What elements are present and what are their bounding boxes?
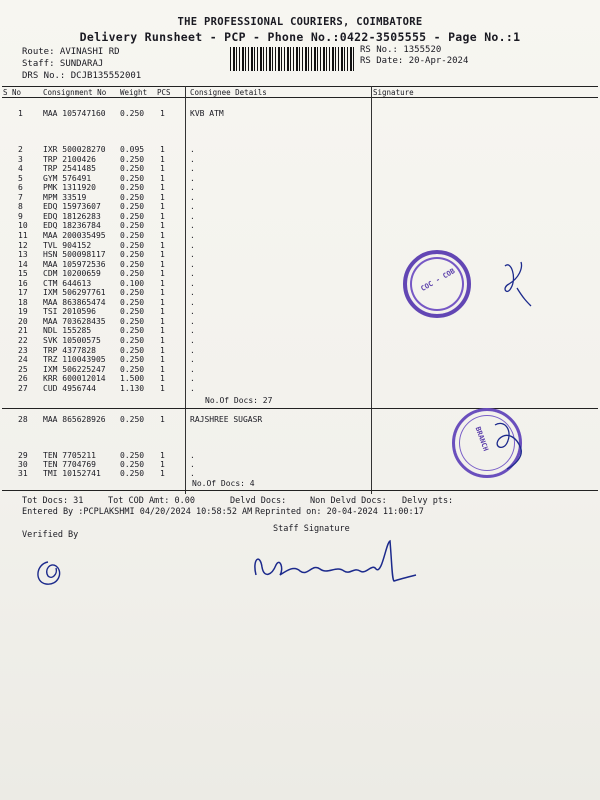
recipient-signature-1 xyxy=(497,258,537,310)
row-pcs: 1 xyxy=(160,345,165,355)
row-consignment: MAA 105747160 xyxy=(43,109,106,118)
row-consignee: . xyxy=(190,460,195,469)
route-label: Route: AVINASHI RD xyxy=(22,47,120,57)
barcode xyxy=(230,47,354,71)
row-sno: 13 xyxy=(18,250,28,260)
row-consignment: MAA 863865474 xyxy=(43,297,106,307)
row-pcs: 1 xyxy=(160,154,165,164)
row-weight: 0.250 xyxy=(120,415,145,424)
row-consignee: . xyxy=(190,183,195,193)
row-sno: 5 xyxy=(18,173,23,183)
row-consignee: . xyxy=(190,355,195,365)
table-row xyxy=(0,202,600,211)
row-consignment: TVL 904152 xyxy=(43,240,92,250)
row-consignee: . xyxy=(190,173,195,183)
row-sno: 11 xyxy=(18,230,28,240)
row-sno: 3 xyxy=(18,154,23,164)
row-sno: 4 xyxy=(18,164,23,174)
column-weight: Weight xyxy=(120,88,148,97)
row-consignee: . xyxy=(190,192,195,202)
row-consignment: TRP 2541485 xyxy=(43,164,96,174)
column-signature: Signature xyxy=(373,88,414,97)
row-weight: 0.250 xyxy=(120,173,145,183)
reprinted-on: Reprinted on: 20-04-2024 11:00:17 xyxy=(255,507,424,517)
row-consignment: KRR 600012014 xyxy=(43,374,106,384)
rs-date: RS Date: 20-Apr-2024 xyxy=(360,56,469,66)
row-sno: 24 xyxy=(18,355,28,365)
row-weight: 0.250 xyxy=(120,259,145,269)
row-consignee: . xyxy=(190,250,195,260)
bank-seal-stamp xyxy=(403,250,471,318)
row-sno: 1 xyxy=(18,109,23,118)
row-consignment: SVK 10500575 xyxy=(43,336,101,345)
row-consignment: TMI 10152741 xyxy=(43,469,101,478)
row-consignment: MAA 105972536 xyxy=(43,259,106,269)
row-pcs: 1 xyxy=(160,183,165,193)
row-weight: 0.250 xyxy=(120,316,145,326)
table-row xyxy=(0,164,600,173)
row-consignee: . xyxy=(190,259,195,269)
table-bottom-rule xyxy=(2,490,598,491)
row-sno: 18 xyxy=(18,297,28,307)
row-pcs: 1 xyxy=(160,278,165,288)
table-row xyxy=(0,174,600,183)
row-weight: 1.500 xyxy=(120,374,145,384)
row-consignee: . xyxy=(190,278,195,288)
row-pcs: 1 xyxy=(160,415,165,424)
table-row xyxy=(0,231,600,240)
row-weight: 0.250 xyxy=(120,288,145,298)
row-weight: 0.250 xyxy=(120,183,145,193)
table-row xyxy=(0,155,600,164)
row-weight: 0.250 xyxy=(120,364,145,374)
row-pcs: 1 xyxy=(160,269,165,279)
row-consignee: . xyxy=(190,164,195,174)
table-row xyxy=(0,221,600,230)
row-weight: 0.250 xyxy=(120,211,145,221)
row-consignee: KVB ATM xyxy=(190,109,224,118)
row-pcs: 1 xyxy=(160,288,165,298)
row-sno: 23 xyxy=(18,345,28,355)
row-sno: 12 xyxy=(18,240,28,250)
table-row xyxy=(0,384,600,393)
row-consignee: . xyxy=(190,307,195,317)
row-sno: 17 xyxy=(18,288,28,298)
table-row xyxy=(0,326,600,335)
rs-number: RS No.: 1355520 xyxy=(360,45,442,55)
row-consignee: . xyxy=(190,364,195,374)
row-pcs: 1 xyxy=(160,326,165,336)
row-weight: 0.250 xyxy=(120,250,145,260)
delivered-docs: Delvd Docs: xyxy=(230,496,287,506)
row-sno: 8 xyxy=(18,202,23,212)
table-top-rule xyxy=(2,86,598,87)
row-consignee: . xyxy=(190,269,195,279)
row-weight: 0.250 xyxy=(120,297,145,307)
row-pcs: 1 xyxy=(160,145,165,154)
row-sno: 14 xyxy=(18,259,28,269)
row-pcs: 1 xyxy=(160,374,165,384)
row-consignee: RAJSHREE SUGASR xyxy=(190,415,263,424)
row-pcs: 1 xyxy=(160,192,165,202)
row-pcs: 1 xyxy=(160,109,165,118)
row-consignee: . xyxy=(190,469,195,478)
row-consignment: IXM 506297761 xyxy=(43,288,106,298)
row-consignment: NDL 155285 xyxy=(43,326,92,336)
row-consignment: TRP 2100426 xyxy=(43,154,96,164)
row-weight: 0.250 xyxy=(120,202,145,212)
row-sno: 19 xyxy=(18,307,28,317)
row-pcs: 1 xyxy=(160,202,165,212)
row-consignment: GYM 576491 xyxy=(43,173,92,183)
row-sno: 26 xyxy=(18,374,28,384)
row-consignee: . xyxy=(190,297,195,307)
row-weight: 0.100 xyxy=(120,278,145,288)
row-weight: 0.250 xyxy=(120,240,145,250)
staff-signature-label: Staff Signature xyxy=(273,524,350,534)
group-2-rule xyxy=(2,408,598,409)
row-pcs: 1 xyxy=(160,230,165,240)
table-row xyxy=(0,193,600,202)
row-weight: 0.250 xyxy=(120,109,145,118)
row-consignment: MAA 200035495 xyxy=(43,230,106,240)
row-consignee: . xyxy=(190,221,195,231)
row-consignment: EDQ 18126283 xyxy=(43,211,101,221)
row-weight: 0.250 xyxy=(120,460,145,469)
row-weight: 0.250 xyxy=(120,269,145,279)
row-consignee: . xyxy=(190,374,195,384)
row-sno: 20 xyxy=(18,316,28,326)
row-pcs: 1 xyxy=(160,469,165,478)
row-consignee: . xyxy=(190,383,195,393)
row-pcs: 1 xyxy=(160,364,165,374)
company-title: THE PROFESSIONAL COURIERS, COIMBATORE xyxy=(177,16,423,28)
row-consignment: EDQ 18236784 xyxy=(43,221,101,231)
row-consignee: . xyxy=(190,230,195,240)
column-pcs: PCS xyxy=(157,88,171,97)
table-row xyxy=(0,346,600,355)
row-consignee: . xyxy=(190,154,195,164)
drs-number: DRS No.: DCJB135552001 xyxy=(22,71,142,81)
row-pcs: 1 xyxy=(160,211,165,221)
table-row xyxy=(0,355,600,364)
row-consignment: HSN 500098117 xyxy=(43,250,106,260)
column-consignment: Consignment No xyxy=(43,88,107,97)
table-row xyxy=(0,317,600,326)
row-sno: 16 xyxy=(18,278,28,288)
row-sno: 31 xyxy=(18,469,28,478)
staff-label: Staff: SUNDARAJ xyxy=(22,59,104,69)
row-sno: 15 xyxy=(18,269,28,279)
row-consignment: TSI 2010596 xyxy=(43,307,96,317)
row-sno: 29 xyxy=(18,451,28,460)
row-sno: 10 xyxy=(18,221,28,231)
row-pcs: 1 xyxy=(160,297,165,307)
row-pcs: 1 xyxy=(160,173,165,183)
row-weight: 0.250 xyxy=(120,230,145,240)
row-weight: 0.250 xyxy=(120,154,145,164)
row-consignee: . xyxy=(190,326,195,336)
table-row xyxy=(0,212,600,221)
row-weight: 0.250 xyxy=(120,345,145,355)
staff-signature xyxy=(250,535,420,587)
row-pcs: 1 xyxy=(160,316,165,326)
row-sno: 2 xyxy=(18,145,23,154)
row-consignee: . xyxy=(190,345,195,355)
group-2-doc-count: No.Of Docs: 27 xyxy=(205,396,273,405)
row-weight: 0.250 xyxy=(120,469,145,478)
row-weight: 0.250 xyxy=(120,451,145,460)
row-sno: 9 xyxy=(18,211,23,221)
row-consignment: MAA 703628435 xyxy=(43,316,106,326)
row-consignment: TRZ 110043905 xyxy=(43,355,106,365)
row-weight: 0.250 xyxy=(120,164,145,174)
row-pcs: 1 xyxy=(160,240,165,250)
row-pcs: 1 xyxy=(160,336,165,345)
runsheet-title: Delivery Runsheet - PCP - Phone No.:0422-3505555 - Page No.:1 xyxy=(79,30,521,44)
row-weight: 0.250 xyxy=(120,221,145,231)
column-consignee: Consignee Details xyxy=(190,88,267,97)
row-weight: 0.250 xyxy=(120,192,145,202)
row-consignee: . xyxy=(190,336,195,345)
row-pcs: 1 xyxy=(160,250,165,260)
table-row xyxy=(0,365,600,374)
row-consignee: . xyxy=(190,451,195,460)
row-pcs: 1 xyxy=(160,259,165,269)
entered-by: Entered By :PCPLAKSHMI 04/20/2024 10:58:52 AM xyxy=(22,507,253,517)
recipient-signature-2 xyxy=(485,415,533,473)
row-consignment: PMK 1311920 xyxy=(43,183,96,193)
row-consignee: . xyxy=(190,288,195,298)
row-pcs: 1 xyxy=(160,355,165,365)
row-sno: 7 xyxy=(18,192,23,202)
row-consignment: MAA 865628926 xyxy=(43,415,106,424)
row-consignment: CUD 4956744 xyxy=(43,383,96,393)
row-consignee: . xyxy=(190,145,195,154)
table-header-rule xyxy=(2,97,598,98)
table-row xyxy=(0,183,600,192)
row-consignment: MPM 33519 xyxy=(43,192,87,202)
group-4-doc-count: No.Of Docs: 4 xyxy=(192,479,255,488)
row-pcs: 1 xyxy=(160,460,165,469)
row-weight: 0.250 xyxy=(120,326,145,336)
row-sno: 25 xyxy=(18,364,28,374)
row-pcs: 1 xyxy=(160,221,165,231)
row-sno: 30 xyxy=(18,460,28,469)
row-weight: 1.130 xyxy=(120,383,145,393)
verified-by-label: Verified By xyxy=(22,530,79,540)
table-row xyxy=(0,374,600,383)
column-sno: S No xyxy=(3,88,22,97)
row-consignment: CDM 10200659 xyxy=(43,269,101,279)
row-weight: 0.250 xyxy=(120,307,145,317)
row-pcs: 1 xyxy=(160,307,165,317)
table-row xyxy=(0,241,600,250)
row-weight: 0.250 xyxy=(120,336,145,345)
row-pcs: 1 xyxy=(160,383,165,393)
table-row xyxy=(0,145,600,154)
stamp-text: COC - COB xyxy=(419,267,457,293)
table-row xyxy=(0,336,600,345)
delivery-points: Delvy pts: xyxy=(402,496,454,506)
row-consignment: TEN 7704769 xyxy=(43,460,96,469)
total-docs: Tot Docs: 31 xyxy=(22,496,84,506)
row-consignment: IXM 506225247 xyxy=(43,364,106,374)
row-consignee: . xyxy=(190,316,195,326)
row-sno: 21 xyxy=(18,326,28,336)
stamp-text: BRANCH xyxy=(473,425,490,453)
row-sno: 6 xyxy=(18,183,23,193)
row-consignment: EDQ 15973607 xyxy=(43,202,101,212)
row-pcs: 1 xyxy=(160,451,165,460)
row-pcs: 1 xyxy=(160,164,165,174)
row-weight: 0.250 xyxy=(120,355,145,365)
verifier-signature xyxy=(30,556,70,590)
row-sno: 27 xyxy=(18,383,28,393)
row-weight: 0.095 xyxy=(120,145,145,154)
row-consignee: . xyxy=(190,211,195,221)
row-consignment: IXR 500028270 xyxy=(43,145,106,154)
row-consignee: . xyxy=(190,202,195,212)
row-sno: 28 xyxy=(18,415,28,424)
row-consignment: TRP 4377828 xyxy=(43,345,96,355)
non-delivered-docs: Non Delvd Docs: xyxy=(310,496,387,506)
row-consignment: TEN 7705211 xyxy=(43,451,96,460)
table-row xyxy=(0,109,600,118)
row-consignee: . xyxy=(190,240,195,250)
row-consignment: CTM 644613 xyxy=(43,278,92,288)
total-cod-amount: Tot COD Amt: 0.00 xyxy=(108,496,195,506)
row-sno: 22 xyxy=(18,336,28,345)
